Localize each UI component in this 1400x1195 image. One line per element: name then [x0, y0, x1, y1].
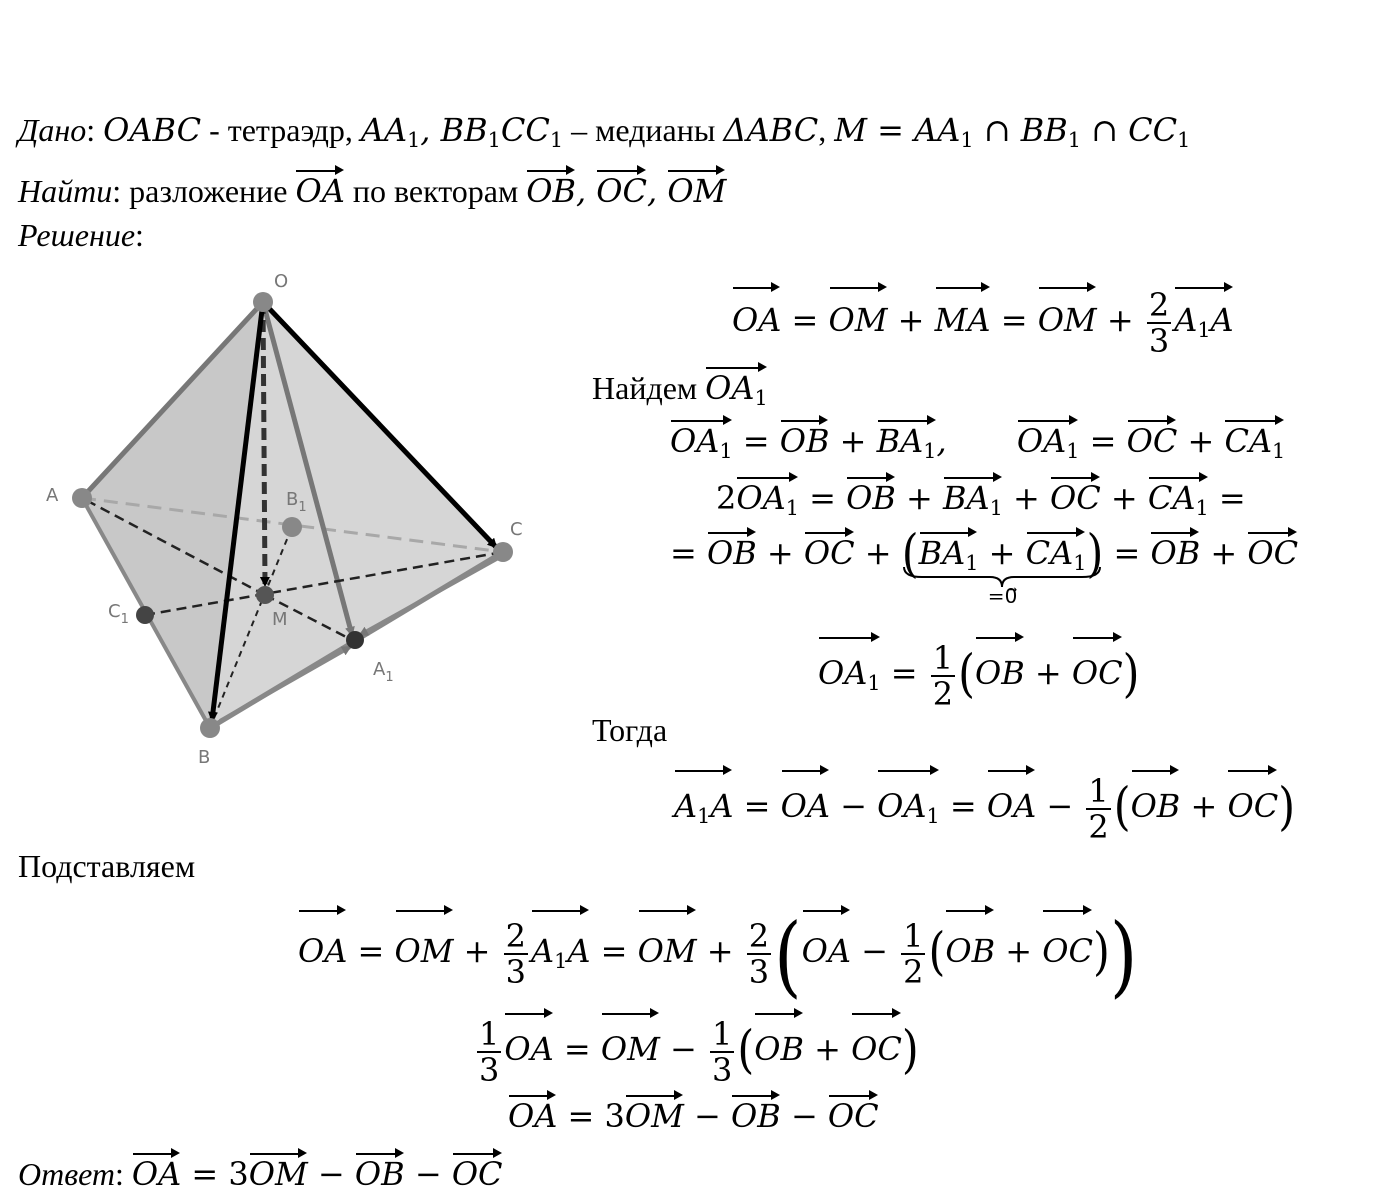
find-label: Найти	[18, 173, 113, 209]
find-oa1-line: Найдем $OA_1$	[592, 362, 768, 418]
find-oa1-text: Найдем	[592, 370, 698, 406]
find-line: Найти: разложение OA по векторам OB, OC, OM	[18, 165, 726, 211]
then-text: Тогда	[592, 712, 668, 748]
label-m: M	[272, 609, 288, 630]
tetrahedron-figure	[30, 265, 550, 785]
solution-label: Решение	[18, 217, 136, 253]
medians-text: – медианы	[563, 112, 724, 148]
find-mid-text: по векторам	[344, 173, 527, 209]
eq-2oa1: $2OA_1$ = OB + $BA_1$ + OC + $CA_1$ =	[716, 472, 1246, 528]
given-line: Дано: OABC - тетраэдр, $AA_1$, $BB_1CC_1$ – медианы ΔABC, $M = AA_1$ ∩ $BB_1$ ∩ $CC_1$	[18, 111, 1191, 153]
label-b: B	[198, 747, 211, 768]
point-a	[72, 488, 92, 508]
then-line	[592, 710, 667, 750]
label-b1: $B_1$	[286, 489, 307, 515]
underbrace-label: =0⃗	[987, 584, 1018, 608]
substitute-text: Подставляем	[18, 848, 196, 884]
tetra-text: - тетраэдр,	[201, 112, 361, 148]
label-o: O	[274, 271, 289, 292]
eq-oa-om-ma: OA = OM + MA = OM + $\frac{2}{3}$ $A_1A$	[732, 282, 1234, 346]
point-a1	[346, 631, 364, 649]
eq-final: OA = 3OM − OB − OC	[508, 1090, 879, 1136]
eq-third: $\frac{1}{3}$ OA = OM − $\frac{1}{3}$ (OB + OC)	[474, 1008, 919, 1078]
frac-den-2a: 2	[932, 674, 954, 713]
answer-line: Ответ: OA = 3OM − OB − OC	[18, 1148, 503, 1194]
given-label: Дано	[18, 112, 87, 148]
point-b	[200, 718, 220, 738]
point-o	[253, 292, 273, 312]
solution-line: Решение:	[18, 217, 144, 253]
eq-2oa1-cont: = OB + OC + $(BA_1 + CA_1)$ =0⃗ = OB + OC	[670, 524, 1299, 608]
label-c1: $C_1$	[108, 601, 129, 627]
eq-oa1-decomp: $OA_1$ = OB + $BA_1$, $OA_1$ = OC + $CA_1$	[670, 415, 1285, 471]
label-c: C	[510, 519, 523, 540]
point-c1	[136, 606, 154, 624]
label-a: A	[46, 485, 59, 506]
frac-num-1a: 1	[932, 638, 954, 677]
eq-a1a: $A_1A$ = OA − $OA_1$ = OA − $\frac{1}{2}$ (OB + OC)	[674, 765, 1295, 835]
point-b1	[282, 517, 302, 537]
substitute-line	[18, 846, 195, 886]
eq-substitute: OA = OM + $\frac{2}{3}$ $A_1A$ = OM + $\frac{2}{3}$ (OA − $\frac{1}{2}$ (OB + OC))	[298, 904, 1138, 1007]
triangle-name: ΔABC	[723, 111, 819, 149]
eq-oa1-half: $OA_1$ = $\frac{1}{2}$ (OB + OC)	[818, 632, 1139, 702]
tetra-name: OABC	[103, 111, 202, 149]
find-text: : разложение	[112, 173, 296, 209]
point-m	[256, 586, 274, 604]
answer-label: Ответ	[18, 1156, 115, 1192]
point-c	[493, 542, 513, 562]
label-a1: $A_1$	[373, 659, 394, 685]
